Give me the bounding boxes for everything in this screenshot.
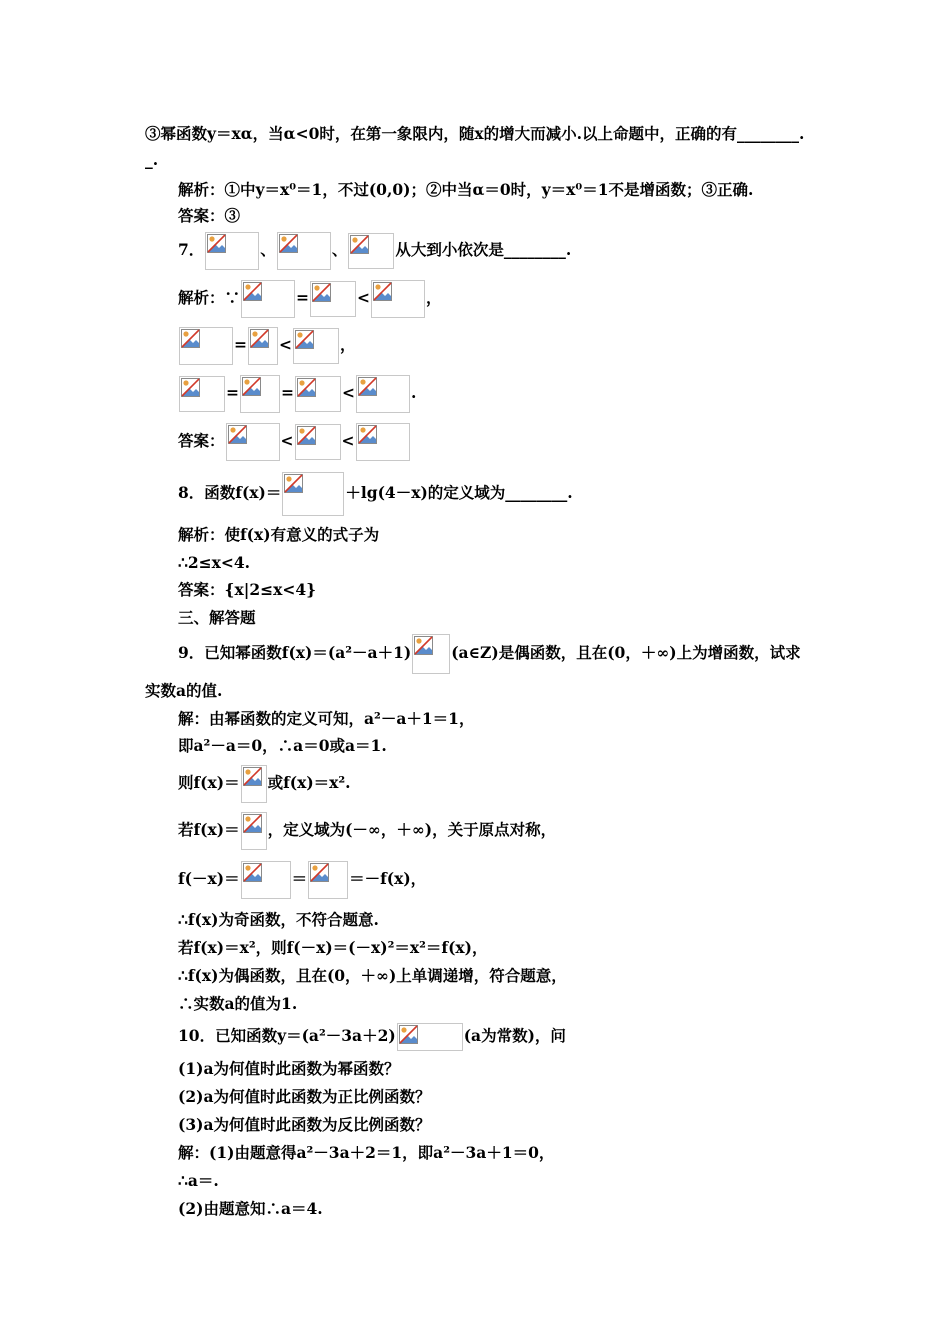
broken-image-icon <box>312 283 332 303</box>
broken-image-icon <box>181 378 201 398</box>
symbol: . <box>411 383 417 402</box>
text: ＝ <box>291 869 308 888</box>
separator: 、 <box>260 240 276 259</box>
question-10-tail: (a为常数)，问 <box>463 1026 566 1045</box>
symbol: < <box>357 288 371 307</box>
formula-image <box>205 232 259 270</box>
formula-image <box>412 634 450 674</box>
broken-image-icon <box>350 235 370 255</box>
question-9-line2: 实数a的值. <box>145 681 223 700</box>
line-blank-tail: _. <box>145 150 159 169</box>
formula-image <box>348 233 394 269</box>
broken-image-icon <box>242 377 262 397</box>
formula-image <box>241 765 267 803</box>
solution-9-step3 <box>178 765 351 803</box>
solution-9-step8: ∴f(x)为偶函数，且在(0，＋∞)上单调递增，符合题意， <box>178 966 567 985</box>
broken-image-icon <box>250 329 270 349</box>
answer-8: 答案：{x|2≤x<4} <box>178 580 317 599</box>
solution-9-step9: ∴实数a的值为1. <box>178 994 298 1013</box>
symbol: < <box>280 431 294 450</box>
question-7 <box>178 232 571 270</box>
broken-image-icon <box>279 234 299 254</box>
solution-10-step1: 解：(1)由题意得a²－3a＋2＝1，即a²－3a＋1＝0， <box>178 1143 555 1162</box>
answer-6: 答案：③ <box>178 206 241 225</box>
line-proposition-3: ③幂函数y＝xα，当α<0时，在第一象限内，随x的增大而减小.以上命题中，正确的有________. <box>145 124 805 143</box>
formula-image <box>356 375 410 413</box>
solution-8: 解析：使f(x)有意义的式子为 <box>178 525 380 544</box>
solution-8-result: ∴2≤x<4. <box>178 553 251 572</box>
solution-9-step7: 若f(x)＝x²，则f(－x)＝(－x)²＝x²＝f(x)， <box>178 938 488 957</box>
formula-image <box>241 812 267 850</box>
section-heading: 三、解答题 <box>178 608 256 627</box>
broken-image-icon <box>373 282 393 302</box>
broken-image-icon <box>297 378 317 398</box>
broken-image-icon <box>243 814 263 834</box>
formula-image <box>371 280 425 318</box>
separator: 、 <box>331 240 348 259</box>
symbol: = <box>296 288 310 307</box>
answer-7 <box>178 423 411 461</box>
text: 若f(x)＝ <box>178 820 240 839</box>
broken-image-icon <box>243 767 263 787</box>
solution-10-step3: (2)由题意知∴a＝4. <box>178 1199 323 1218</box>
text: 则f(x)＝ <box>178 773 240 792</box>
symbol: ， <box>426 288 442 307</box>
broken-image-icon <box>243 282 263 302</box>
broken-image-icon <box>399 1025 419 1045</box>
formula-image <box>179 376 225 412</box>
text: ＝－f(x)， <box>349 869 427 888</box>
solution-7-line2 <box>178 327 356 365</box>
question-8-tail: ＋lg(4－x)的定义域为________. <box>345 483 573 502</box>
formula-image <box>240 375 280 413</box>
answer-label: 答案： <box>178 431 225 450</box>
question-10-part1: (1)a为何值时此函数为幂函数？ <box>178 1059 400 1078</box>
question-7-tail: 从大到小依次是________. <box>395 240 572 259</box>
symbol: = <box>234 335 247 354</box>
broken-image-icon <box>358 377 378 397</box>
text: ，定义域为(－∞，＋∞)，关于原点对称， <box>267 820 557 839</box>
question-8-head: 8．函数f(x)＝ <box>178 483 282 502</box>
symbol: = <box>226 383 239 402</box>
broken-image-icon <box>297 426 317 446</box>
formula-image <box>179 327 233 365</box>
formula-image <box>226 423 280 461</box>
broken-image-icon <box>414 636 434 656</box>
solution-7-line3 <box>178 375 416 413</box>
solution-9-step2: 即a²－a＝0，∴a＝0或a＝1. <box>178 736 387 755</box>
formula-image <box>282 472 344 516</box>
broken-image-icon <box>295 330 315 350</box>
question-9-head: 9．已知幂函数f(x)＝(a²－a＋1) <box>178 643 412 662</box>
question-7-number: 7． <box>178 240 205 259</box>
formula-image <box>295 376 341 412</box>
question-8 <box>178 472 573 516</box>
solution-7-line1 <box>178 280 442 318</box>
text: 或f(x)＝x². <box>267 773 351 792</box>
symbol: ， <box>340 335 356 354</box>
broken-image-icon <box>181 329 201 349</box>
broken-image-icon <box>284 474 304 494</box>
broken-image-icon <box>228 425 248 445</box>
broken-image-icon <box>207 234 227 254</box>
question-10-head: 10．已知函数y＝(a²－3a＋2) <box>178 1026 396 1045</box>
formula-image <box>248 327 278 365</box>
solution-9-step5 <box>178 861 426 899</box>
question-10 <box>178 1023 566 1051</box>
solution-label: 解析：∵ <box>178 288 241 307</box>
formula-image <box>308 861 348 899</box>
symbol: < <box>342 383 355 402</box>
question-9-tail: (a∈Z)是偶函数，且在(0，＋∞)上为增函数，试求 <box>451 643 801 662</box>
question-9 <box>178 634 801 674</box>
solution-6: 解析：①中y＝x⁰＝1，不过(0,0)；②中当α＝0时，y＝x⁰＝1不是增函数；③正确. <box>178 180 754 199</box>
formula-image <box>277 232 331 270</box>
formula-image <box>356 423 410 461</box>
formula-image <box>295 424 341 460</box>
text: f(－x)＝ <box>178 869 240 888</box>
formula-image <box>241 861 291 899</box>
broken-image-icon <box>358 425 378 445</box>
solution-10-step2: ∴a＝. <box>178 1171 219 1190</box>
formula-image <box>310 281 356 317</box>
symbol: < <box>279 335 292 354</box>
formula-image <box>293 328 339 364</box>
solution-9-step1: 解：由幂函数的定义可知，a²－a＋1＝1， <box>178 709 475 728</box>
formula-image <box>241 280 295 318</box>
solution-9-step4 <box>178 812 556 850</box>
question-10-part3: (3)a为何值时此函数为反比例函数？ <box>178 1115 431 1134</box>
formula-image <box>397 1023 463 1051</box>
symbol: = <box>281 383 294 402</box>
solution-9-step6: ∴f(x)为奇函数，不符合题意. <box>178 910 379 929</box>
symbol: < <box>341 431 355 450</box>
broken-image-icon <box>310 863 330 883</box>
broken-image-icon <box>243 863 263 883</box>
question-10-part2: (2)a为何值时此函数为正比例函数？ <box>178 1087 431 1106</box>
